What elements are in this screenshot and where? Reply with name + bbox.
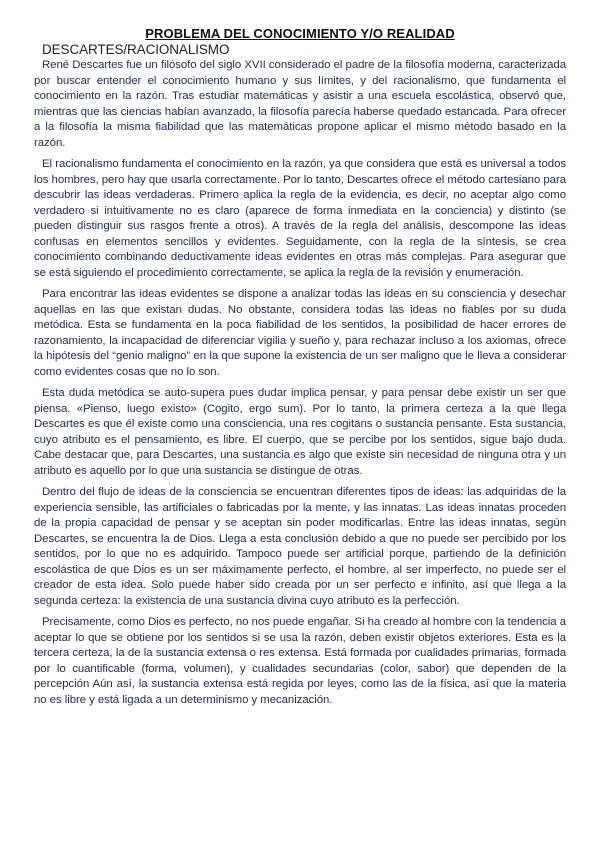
document-title: PROBLEMA DEL CONOCIMIENTO Y/O REALIDAD — [145, 26, 455, 41]
paragraph-intro: René Descartes fue un filósofo del siglo XVII considerado el padre de la filosofía moderna, caracterizada por buscar entender el conocimiento humano y sus límites, y del racionalismo, que fundamenta el conocimiento en la razón. Tras estudiar matemáticas y asistir a una escuela escolástica, observó que, mientras que las ciencias habían avanzado, la filosofía parecía haberse quedado estancada. Para ofrecer a la filosofía la misma fiabilidad que las matemáticas propone aplicar el mismo método basado en la razón. — [34, 59, 566, 149]
document-subtitle: DESCARTES/RACIONALISMO — [42, 42, 230, 57]
paragraph-doubt: Para encontrar las ideas evidentes se dispone a analizar todas las ideas en su consciencia y desechar aquellas en las que existan dudas. No obstante, considera todas las ideas no fiables por su duda metódica. Esta se fundamenta en la poca fiabilidad de los sentidos, la posibilidad de hacer errores de razonamiento, la incapacidad de diferenciar vigilia y sueño y, para rechazar incluso a los axiomas, ofrece la hipótesis del “genio maligno” en la que supone la existencia de un ser maligno que le lleva a considerar como evidentes cosas que no lo son. — [34, 288, 566, 378]
paragraph-cogito: Esta duda metódica se auto-supera pues dudar implica pensar, y para pensar debe existir un ser que piensa. «Pienso, luego existo» (Cogito, ergo sum). Por lo tanto, la primera certeza a la que llega Descartes es que él existe como una consciencia, una res cogitans o sustancia pensante. Esta sustancia, cuyo atributo es el pensamiento, es libre. El cuerpo, que se percibe por los sentidos, sigue bajo duda. Cabe destacar que, para Descartes, una sustancia es algo que existe sin necesidad de ninguna otra y un atributo es aquello por lo que una sustancia se distingue de otras. — [34, 387, 566, 477]
paragraph-extension: Precisamente, como Dios es perfecto, no nos puede engañar. Si ha creado al hombre con la tendencia a aceptar lo que se obtiene por los sentidos si se usa la razón, deben existir objetos exteriores. Esta es la tercera certeza, la de la sustancia extensa o res extensa. Está formada por cualidades primarias, formada por lo cuantificable (forma, volumen), y cualidades secundarias (color, sabor) que dependen de la percepción Aún así, la sustancia extensa está regida por leyes, como las de la física, así que la materia no es libre y está ligada a un determinismo y mecanización. — [34, 616, 566, 706]
paragraph-method: El racionalismo fundamenta el conocimiento en la razón, ya que considera que está es universal a todos los hombres, pero hay que usarla correctamente. Por lo tanto, Descartes ofrece el método cartesiano para descubrir las ideas verdaderas. Primero aplica la regla de la evidencia, es decir, no aceptar algo como verdadero si intuitivamente no es claro (aparece de forma inmediata en la conciencia) y distinto (se pueden distinguir sus rasgos frente a otros). A través de la regla del análisis, descompone las ideas confusas en elementos sencillos y evidentes. Seguidamente, con la regla de la síntesis, se crea conocimiento combinando deductivamente ideas evidentes en otras más complejas. Para asegurar que se está siguiendo el procedimiento correctamente, se aplica la regla de la revisión y enumeración. — [34, 158, 566, 279]
paragraph-god: Dentro del flujo de ideas de la consciencia se encuentran diferentes tipos de ideas: las adquiridas de la experiencia sensible, las artificiales o fabricadas por la mente, y las innatas. Las ideas innatas proceden de la propia capacidad de pensar y se aceptan sin poder modificarlas. Entre las ideas innatas, según Descartes, se encuentra la de Dios. Llega a esta conclusión debido a que no puede ser percibido por los sentidos, por lo que no es adquirido. Tampoco puede ser artificial porque, partiendo de la definición escolástica de que Dios es un ser máximamente perfecto, el hombre, al ser imperfecto, no puede ser el creador de esta idea. Solo puede haber sido creada por un ser perfecto e infinito, así que llega a la segunda certeza: la existencia de una sustancia divina cuyo atributo es la perfección. — [34, 486, 566, 607]
